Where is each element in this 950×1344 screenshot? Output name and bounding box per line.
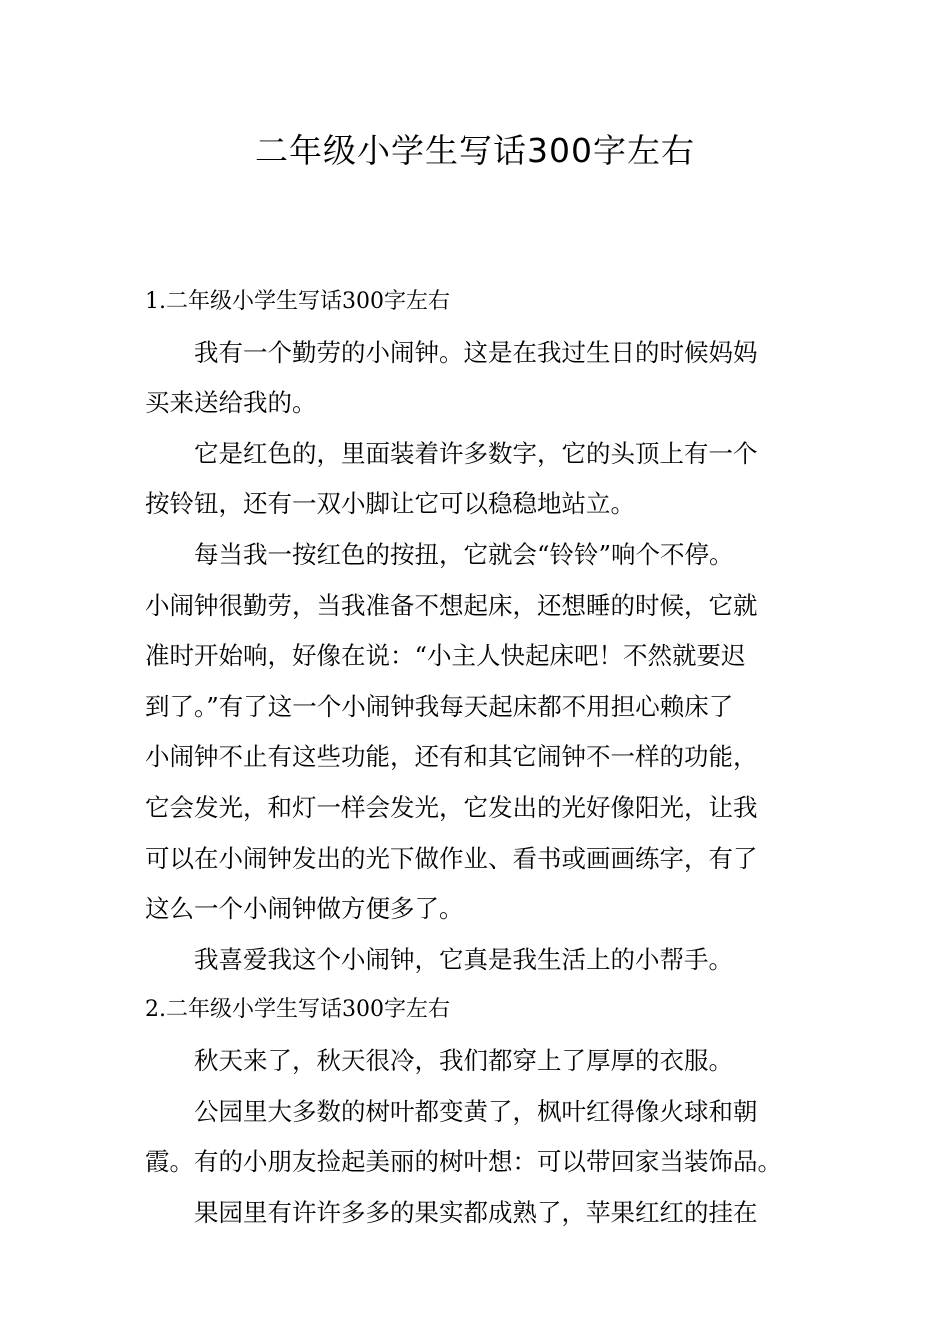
- text-line: 这么一个小闹钟做方便多了。: [145, 894, 464, 924]
- text-line: 买来送给我的。: [145, 388, 317, 418]
- paragraph: [145, 328, 807, 429]
- text-line: 我有一个勤劳的小闹钟。这是在我过生日的时候妈妈: [194, 337, 758, 367]
- text-line: 它会发光，和灯一样会发光，它发出的光好像阳光，让我: [145, 792, 758, 822]
- text-line: 小闹钟不止有这些功能，还有和其它闹钟不一样的功能，: [145, 742, 758, 772]
- text-line: 每当我一按红色的按扭，它就会“铃铃”响个不停。: [194, 539, 734, 569]
- text-line: 公园里大多数的树叶都变黄了，枫叶红得像火球和朝: [194, 1096, 758, 1126]
- paragraph: [145, 935, 807, 986]
- text-line: 准时开始响，好像在说：“小主人快起床吧！不然就要迟: [145, 641, 746, 671]
- text-line: 可以在小闹钟发出的光下做作业、看书或画画练字，有了: [145, 843, 758, 873]
- text-line: 小闹钟很勤劳，当我准备不想起床，还想睡的时候，它就: [145, 590, 758, 620]
- text-line: 果园里有许许多多的果实都成熟了，苹果红红的挂在: [194, 1197, 758, 1227]
- document-title: 二年级小学生写话300字左右: [255, 131, 695, 170]
- paragraph: [145, 530, 807, 935]
- text-line: 到了。”有了这一个小闹钟我每天起床都不用担心赖床了: [145, 691, 734, 721]
- text-line: 霞。有的小朋友捡起美丽的树叶想：可以带回家当装饰品。: [145, 1147, 782, 1177]
- paragraph: [145, 1087, 807, 1188]
- document-body: [145, 277, 807, 1238]
- paragraph: [145, 1188, 807, 1239]
- section-heading: 2.二年级小学生写话300字左右: [145, 997, 450, 1023]
- section-heading: 1.二年级小学生写话300字左右: [145, 289, 450, 314]
- paragraph: [145, 1036, 807, 1087]
- text-line: 按铃钮，还有一双小脚让它可以稳稳地站立。: [145, 489, 635, 519]
- text-line: 它是红色的，里面装着许多数字，它的头顶上有一个: [194, 438, 758, 468]
- paragraph: [145, 429, 807, 530]
- text-line: 我喜爱我这个小闹钟，它真是我生活上的小帮手。: [194, 944, 733, 974]
- text-line: 秋天来了，秋天很冷，我们都穿上了厚厚的衣服。: [194, 1045, 733, 1075]
